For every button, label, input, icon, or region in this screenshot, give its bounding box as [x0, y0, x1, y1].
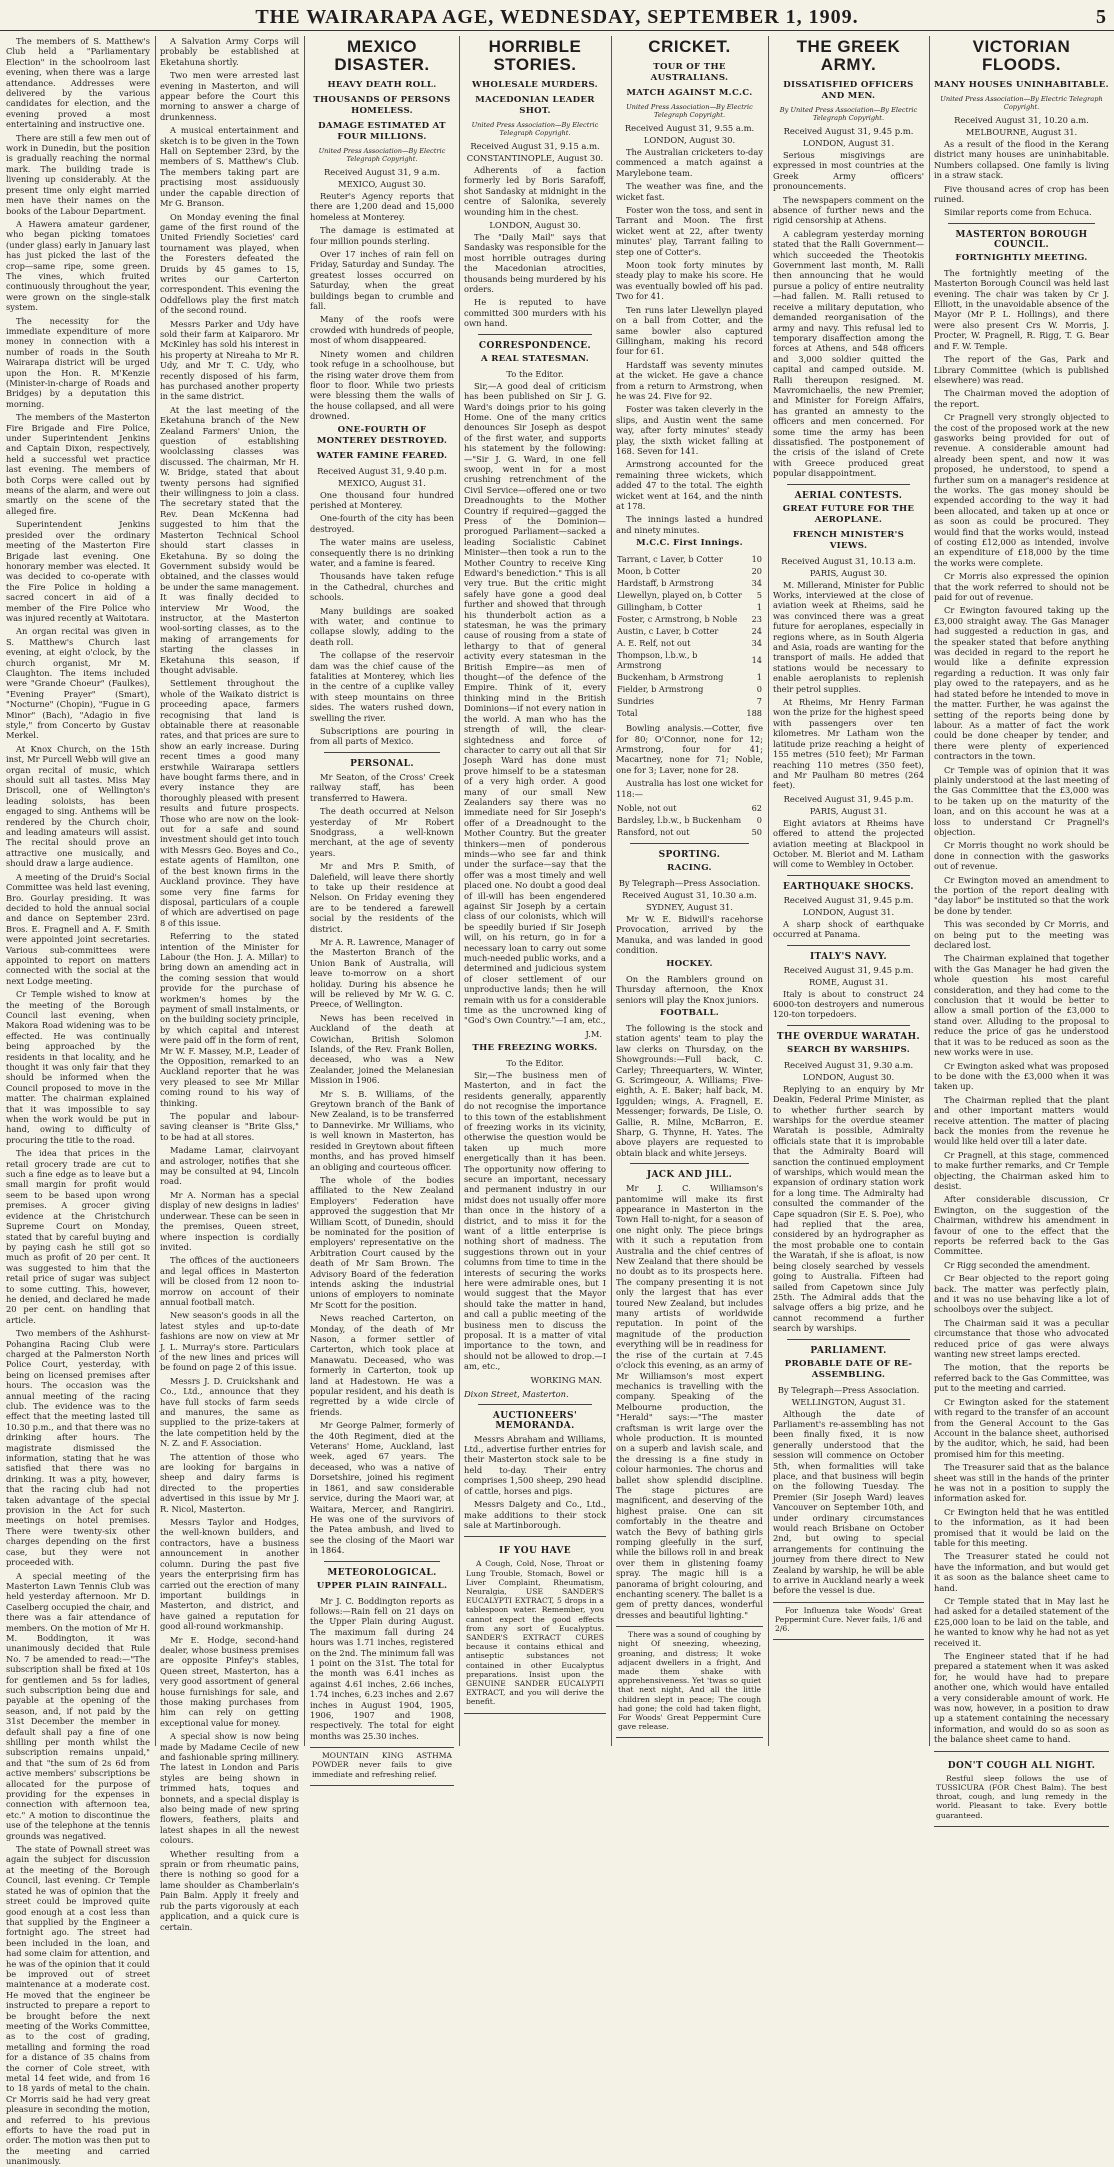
article-subhead: MANY HOUSES UNINHABITABLE.	[934, 80, 1109, 90]
score-row	[616, 826, 763, 838]
wire-credit: United Press Association—By Electric Telegraph Copyright.	[471, 121, 599, 137]
runs: 10	[751, 554, 762, 565]
paragraph: Cr Pragnell, at this stage, commenced to make further remarks, and Cr Temple objecting, the Chairman asked him to desist.	[934, 1149, 1109, 1191]
dateline: ROME, August 31.	[808, 976, 889, 987]
paragraph: Sir,—The business men of Masterton, and in fact the residents generally, apparently do not recognise the importance to this town of the establishment of freezing works in its vicinity, otherwise the question would be taken up much more energetically than it has been. The opportunity now offering to secure an important, necessary and permanent industry in our midst does not usually offer more than once in the history of a district, and to miss it for the want of a little enterprise is nothing short of madness. The suggestions thrown out in your columns from time to time in the interests of securing the works here were admirable ones, but I would suggest that the Mayor should take the matter in hand, and call a public meeting of the business men to discuss the proposal. It is a matter of vital importance to the town, and should not be allowed to drop.—I am, etc.,	[464, 1069, 606, 1372]
letter-title: THE FREEZING WORKS.	[472, 1042, 598, 1053]
article-body: The following is the stock and station agents' team to play the law clerks on Thursday, on the Showgrounds:—Full back, C. Carley; Threequarters, W. Winter, G. Scrimgeour, A. Williams; Five-eighth, A. E. Baker; half back, M. Iggulden; wings, A. Fragnell, E. Messenger; forwards, De Lisle, O. Gallie, R. Milne, McBarron, E. Sharp, G. Thynne, H. Yates. The above players are requested to obtain black and white jerseys.	[616, 1022, 763, 1158]
ad-text: Restful sleep follows the use of TUSSICURA (FOR Chest Balm). The best throat, cough, and lung remedy in the world. Pleasant to take. Every bottle guaranteed.	[936, 1773, 1107, 1820]
column-rule	[611, 36, 612, 1746]
paragraph: Mr E. Hodge, second-hand dealer, whose business premises are opposite Pinfey's stables, Queen street, Masterton, has a very good assortment of general house furnishings for sale, and those making purchases from him can rely on getting exceptional value for money.	[160, 1634, 299, 1728]
paragraph: Ninety women and children took refuge in a schoolhouse, but the rising water drove them from floor to floor. While two priests were blessing them the walls of the house collapsed, and all were drowned.	[310, 348, 454, 422]
runs: 50	[751, 827, 762, 838]
paragraph: Cr Ewington favoured taking up the £3,000 straight away. The Gas Manager had suggested a reduction in gas, and the speaker stated that before anything was decided in regard to the report he would like a definite expression regarding a reduction. It was only fair play owed to the ratepayers, and as he had stated before he intended to move in the matter. Further, he was against the setting of the reports being done by labour. As a matter of fact the work could be done cheaper by tender, and there were plenty of experienced contractors in the town.	[934, 605, 1109, 762]
dateline: MELBOURNE, August 31.	[965, 127, 1078, 137]
batsman: Hardstaff, b Armstrong	[617, 578, 714, 589]
batsman: Austin, c Laver, b Cotter	[617, 626, 719, 637]
paragraph: Mr A. R. Lawrence, Manager of the Masterton Branch of the Union Bank of Australia, will leave to-morrow on a short holiday. During his absence he will be relieved by Mr W. G. C. Preece, of Wellington.	[310, 936, 454, 1010]
article-subhead: FRENCH MINISTER'S VIEWS.	[792, 529, 905, 551]
column-5	[616, 36, 763, 1748]
article-body	[616, 147, 763, 535]
paragraph: New season's goods in all the latest styles and up-to-date fashions are now on view at Mr J. L. Murray's store. Particulars of the new lines and prices will be found on page 2 of this issue.	[160, 1310, 299, 1373]
paragraph: A musical entertainment and sketch is to be given in the Town Hall on September 23rd, by the members of S. Matthew's Club. The members taking part are practising most assiduously under the capable direction of Mr G. Branson.	[160, 125, 299, 209]
dateline: MEXICO, August 31.	[338, 477, 426, 488]
article-subhead: SEARCH BY WARSHIPS.	[786, 1044, 911, 1055]
wire-credit: By Telegraph—Press Association.	[618, 878, 761, 889]
article-subhead: RACING.	[667, 863, 712, 874]
column-2	[160, 36, 299, 1932]
runs: 188	[746, 708, 762, 719]
paragraph: At Knox Church, on the 15th inst, Mr Purcell Webb will give an organ recital of music, which should suit all tastes. Miss May Driscoll, one of Wellington's leading soloists, has been engaged to sing. Anthems will be rendered by the Church choir, and leading amateurs will assist. The recital should prove an attractive one musically, and should draw a large audience.	[6, 743, 150, 869]
article-body	[310, 490, 454, 747]
personal-notes	[310, 772, 454, 1556]
paragraph: A cablegram yesterday morning stated that the Ralli Government—which succeeded the Theotokis Government last month, M. Ralli then announcing that he would pursue a policy of entire neutrality—had fallen. M. Ralli retused to receive a military deputation, who demanded reorganisation of the army and navy. This refusal led to temporary disaffection among the forces at Athens, and 548 officers and 3,000 soldier quitted the capital and camped outside. M. Ralli thereupon resigned. M. Mavromichaelis, the new Premier, and Minister for Foreign Affairs, has granted an amnesty to the officers and men concerned. For some time the army has been dissatisfied. The postponement of the crisis of the island of Crete with Greece produced great popular disappointment.	[773, 228, 924, 479]
runs: 23	[751, 614, 762, 625]
paragraph: Serious misgivings are expressed in most countries at the Greek Army officers' pronouncements.	[773, 150, 924, 192]
paragraph: Mr Seaton, of the Cross' Creek railway staff, has been transferred to Hawera.	[310, 771, 454, 803]
ad-text: MOUNTAIN KING ASTHMA POWDER never fails to give immediate and refreshing relief.	[312, 1751, 452, 1779]
batsman: Fielder, b Armstrong	[617, 684, 704, 695]
score-row	[616, 601, 763, 613]
paragraph: The necessity for the immediate expenditure of more money in connection with a number of roads in the South Wairarapa district will be urged upon the Hon. R. M'Kenzie (Minister-in-charge of Roads and Bridges) by a deputation this morning.	[6, 315, 150, 409]
article-body	[934, 268, 1109, 1745]
section-heading: METEOROLOGICAL.	[327, 1567, 437, 1578]
score-row	[616, 683, 763, 695]
column-3	[310, 36, 454, 1779]
batsman: Sundries	[617, 696, 654, 707]
dateline: Received August 31, 9.55 a.m.	[624, 123, 755, 133]
wire-credit: United Press Association—By Electric Telegraph Copyright.	[626, 103, 753, 119]
runs: 0	[756, 815, 762, 826]
article-body	[464, 1434, 606, 1531]
article-subhead: FOOTBALL.	[659, 1007, 720, 1018]
paragraph: News reached Carterton, on Monday, of the death of Mr Nason, a former settler of Carterton, which took place at Manawatu. Deceased, who was formerly in Carterton, took up land at Hadestown. He was a popular resident, and his death is regretted by a wide circle of friends.	[310, 1313, 454, 1417]
score-row	[616, 671, 763, 683]
paragraph: A Salvation Army Corps will probably be established at Eketahuna shortly.	[160, 36, 299, 67]
dateline: LONDON, August 30.	[802, 1071, 895, 1082]
salutation: To the Editor.	[506, 368, 564, 379]
paragraph: Settlement throughout the whole of the Waikato district is proceeding apace, farmers recognising that land is obtainable there at reasonable rates, and that prices are sure to show an early increase. During recent times a good many erstwhile Wairarapa settlers have bought farms there, and in every instance they are thoroughly pleased with present results and future prospects. Those who are now on the look-out for a safe and sound investment should get into touch with Messrs Geo. Boyes and Co., estate agents of Hamilton, one of the best known firms in the Auckland province. They have some very fine farms for disposal, particulars of a couple of which are advertised on page 8 of this issue.	[160, 678, 299, 928]
column-4	[464, 36, 606, 1748]
runs: 34	[751, 638, 762, 649]
paragraph: M. Millerand, Minister for Public Works, interviewed at the close of aviation week at Rheims, said he was convinced there was a great future for aeroplanes, especially in regions where, as in South Algeria and Asia, roads are wanting for the transport of mails. He added that stations would be necessary to enable aeroplanists to replenish their petrol supplies.	[773, 579, 924, 694]
paragraph: Cr Ewington moved an amendment to the portion of the report dealing with "day labor" be instituted so that the work be done by tender.	[934, 874, 1109, 916]
dateline: SYDNEY, August 31.	[645, 902, 734, 913]
paragraph: Two members of the Ashhurst-Pohangina Racing Club were charged at the Palmerston North Police Court, yesterday, with being on licensed premises after hours. The occasion was the annual meeting of the racing club. The evidence was to the effect that the meeting lasted till 10.30 p.m., and that there was no drinking after hours. The magistrate dismissed the information, stating that he was satisfied that there was no drinking. It was a pity, however, that the racing club had not taken advantage of the special provision in the Act for such meetings on hotel premises. There were twenty-six other charges depending on the first case, but they were not proceeded with.	[6, 1328, 150, 1568]
paragraph: Cr Bear objected to the report going back. The matter was perfectly plain, and it was no use behaving like a lot of schoolboys over the subject.	[934, 1273, 1109, 1315]
paragraph: Foster won the toss, and sent in Tarrant and Moon. The first wicket went at 22, after twenty minutes' play, Tarrant failing to step one of Cotter's.	[616, 205, 763, 257]
paragraph: The whole of the bodies affiliated to the New Zealand Employers' Federation have approved the suggestion that Mr William Scott, of Dunedin, should be nominated for the position of employers' representative on the Arbitration Court caused by the death of Mr Sam Brown. The Advisory Board of the federation intends asking the industrial unions of employers to nominate Mr Scott for the position.	[310, 1174, 454, 1310]
wire-credit: United Press Association—By Electric Telegraph Copyright.	[318, 147, 446, 163]
article-body	[773, 580, 924, 791]
paragraph: A special meeting of the Masterton Lawn Tennis Club was held yesterday afternoon. Mr D. Caselberg occupied the chair, and there was a fair attendance of members. On the motion of Mr H. M. Boddington, it was unanimously decided that Rule No. 7 be amended to read:—"The subscription shall be fixed at 10s for gentlemen and 5s for ladies, such subscription being due and payable at the opening of the season, and, if not paid by the 31st December the member in default shall pay a fine of one shilling per month whilst the subscription remains unpaid," and that "the sum of 2s 6d from active members' subscriptions be allocated for the purpose of providing for the expenses in connection with afternoon tea, etc." A motion to discontinue the use of the telephone at the tennis grounds was negatived.	[6, 1570, 150, 1841]
paragraph: The Treasurer stated he could not have the information, and but would get it as soon as the balance sheet came to hand.	[934, 1551, 1109, 1593]
paragraph: An organ recital was given in S. Matthew's Church last evening, at eight o'clock, by the church organist, Mr M. Claughton. The items included were "Grande Choeur" (Faulkes), "Evening Prayer" (Smart), "Nocturne" (Chopin), "Fugue in G Minor" (Bach), "Adagio in five style," from Concerto by Gustav Merkel.	[6, 626, 150, 741]
letter-signature: J.M.	[585, 1028, 602, 1039]
section-heading: MASTERTON BOROUGH COUNCIL.	[955, 229, 1088, 250]
article-headline: HORRIBLE STORIES.	[488, 37, 582, 74]
batsman: Bardsley, l.b.w., b Buckenham	[617, 815, 742, 826]
paragraph: The report of the Gas, Park and Library Committee (which is published elsewhere) was read.	[934, 354, 1109, 385]
paragraph: Over 17 inches of rain fell on Friday, Saturday and Sunday. The greatest losses occurred on Saturday, when the great buildings began to crumble and fall.	[310, 249, 454, 312]
dateline: Received August 31, 9.45 p.m.	[783, 126, 914, 136]
batsman: A. E. Relf, not out	[617, 638, 691, 649]
dateline: Received August 31, 10.30 a.m.	[622, 890, 757, 901]
paragraph: This was seconded by Cr Morris, and on being put to the meeting was declared lost.	[934, 919, 1109, 951]
score-row	[616, 625, 763, 637]
paragraph: There are still a few men out of work in Dunedin, but the position is gradually reaching the normal mark. The building trade is livening up considerably. At the present time only eight married men have their names on the books of the Labour Department.	[6, 132, 150, 216]
ad-text: For Influenza take Woods' Great Peppermint Cure. Never fails, 1/6 and 2/6.	[775, 1605, 922, 1634]
article-body	[310, 1596, 454, 1742]
ad-heading: DON'T COUGH ALL NIGHT.	[947, 1760, 1096, 1771]
paragraph: The weather was fine, and the wicket fast.	[616, 181, 763, 202]
ad-heading: IF YOU HAVE	[498, 1546, 572, 1557]
paragraph: A Hawera amateur gardener, who began picking tomatoes (under glass) early in January last has just picked the last of the crop—same ripe, some green. The vines, which fruited continuously throughout the year, were grown on the single-stalk system.	[6, 218, 150, 313]
column-rule	[155, 36, 156, 1746]
paragraph: Whether resulting from a sprain or from rheumatic pains, there is nothing so good for a lame shoulder as Chamberlain's Pain Balm. Apply it freely and rub the parts vigorously at each application, and a quick cure is certain.	[160, 1848, 299, 1932]
advertisement	[310, 1747, 454, 1786]
paragraph: The innings lasted a hundred and ninety minutes.	[616, 514, 763, 535]
batsman: Moon, b Cotter	[617, 566, 681, 577]
paragraph: Mr J. C. Williamson's pantomime will make its first appearance in Masterton in the Town Hall to-night, for a season of one night only. The piece brings with it such a reputation from Australia and the chief centres of New Zealand that there should be no doubt as to its prospects here. The company presenting it is not only the largest that has ever toured New Zealand, but includes many artists of worldwide reputation. In point of the magnitude of the production everything will be in readiness for the rise of the curtain at 7.45 o'clock this evening, as an army of Mr Williamson's most expert mechanics is travelling with the company. Speaking of the Melbourne production, the "Herald" says:—"The master craftsman is writ large over the whole production. It is mounted on a superb and lavish scale, and the dressing is a fine study in colour harmonies. The chorus and ballet show splendid discipline. The stage pictures are magnificent, and deserving of the highest praise. One can sit comfortably in the theatre and watch the Bevy of bathing girls romping gleefully in the surf, while the billows roll in and break over them in glistening foamy spray. The magic hill is a panorama of bright colouring, and enchanting scenery. The ballet is a gem of pretty dances, wonderful dresses and beautiful lighting."	[616, 1183, 763, 1620]
letter-address: Dixon Street, Masterton.	[464, 1388, 569, 1399]
scorecard-title: M.C.C. First Innings.	[636, 538, 743, 549]
paragraph: Reuter's Agency reports that there are 1,200 dead and 15,000 homeless at Monterey.	[310, 191, 454, 222]
paragraph: News has been received in Auckland of the death at Cowichan, British Solomon Islands, of the Rev. Frank Bollen, deceased, who was a New Zealander, joined the Melanesian Mission in 1906.	[310, 1012, 454, 1086]
salutation: To the Editor.	[506, 1057, 564, 1068]
column-rule	[459, 36, 460, 1746]
paragraph: Referring to the stated intention of the Minister for Labour (the Hon. J. A. Millar) to bring down an amending act in the coming session that would provide for the purchase of workmen's homes by the payment of small instalments, or on the building society principle, by which capital and interest were paid off in the form of rent, Mr W. F. Massey, M.P., Leader of the Opposition, remarked to an Auckland reporter that he was very pleased to see Mr Millar coming round to his way of thinking.	[160, 931, 299, 1108]
article-subhead: THOUSANDS OF PERSONS HOMELESS.	[313, 95, 451, 116]
dateline: Received August 31, 9.30 a.m.	[783, 1059, 914, 1070]
column-7	[934, 36, 1109, 1820]
paragraph: At the last meeting of the Eketahuna branch of the New Zealand Farmers' Union, the question of establishing woolclassing classes was discussed. The chairman, Mr H. W. Bridge, stated that about twenty persons had signified their willingness to join a class. The secretary stated that the Rev. Dean McKenna had suggested to him that the Masterton Technical School should start classes in Eketahuna. By so doing the Government subsidy would be obtained, and the classes would be under the same management. It was finally decided to interview Mr Wood, the instructor, at the Masterton wool-sorting classes, as to the making of arrangements for starting the classes in Eketahuna this season, if thought advisable.	[160, 404, 299, 675]
runs: 5	[756, 590, 762, 601]
section-heading: THE OVERDUE WARATAH.	[776, 1031, 921, 1042]
advertisement	[464, 1536, 606, 1713]
paragraph: Messrs Abraham and Williams, Ltd., advertise further entries for their Masterton stock sale to be held to-day. Their entry comprises 1,500 sheep, 290 head of cattle, horses and pigs.	[464, 1433, 606, 1496]
section-heading: PERSONAL.	[350, 758, 414, 769]
paragraph: The state of Pownall street was again the subject for discussion at the meeting of the Borough Council, last evening. Cr Temple stated he was of opinion that the street could be improved quite good enough at a cost less than that supplied by the Engineer a fortnight ago. The street had been included in the loan, and had some claim for attention, and he was of the opinion that it could be improved out of street maintenance at a moderate cost. He moved that the engineer be instructed to prepare a report to be brought before the next meeting of the Works Committee, as to the cost of grading, metalling and forming the road for a distance of 35 chains from the corner of Cole street, with metal 14 feet wide, and from 16 to 18 yards of metal to the chain. Cr Morris said he had very great pleasure in seconding the motion, and referred to his previous efforts to have the road put in order. The motion was then put to the meeting and carried unanimously.	[6, 1844, 150, 2167]
column-rule	[304, 36, 305, 1746]
paragraph: He is reputed to have committed 300 murders with his own hand.	[464, 297, 606, 329]
paragraph: The Engineer stated that if he had prepared a statement when it was asked for, he would have had to prepare another one, which would have entailed a very considerable amount of work. He was now, however, in a position to draw up a statement containing the necessary information, and would do so as soon as the balance sheet came to hand.	[934, 1651, 1109, 1745]
paragraph: Many of the roofs were crowded with hundreds of people, most of whom disappeared.	[310, 314, 454, 346]
paragraph: The Chairman replied that the plant and other important matters would receive attention. The matter of placing back the monies from the revenue he would like held over till a later date.	[934, 1094, 1109, 1147]
batsman: Foster, c Armstrong, b Noble	[617, 614, 738, 625]
letter-body	[464, 1070, 606, 1372]
paragraph: The Chairman explained that together with the Gas Manager he had given the whole question his most careful consideration, and they had come to the conclusion that it would be better to allow a small portion of the £3,000 to stand over. Alluding to the proposal to reduce the price of gas he understood that it was to be reduced as soon as the new works were in use.	[934, 953, 1109, 1058]
paragraph: The Chairman said it was a peculiar circumstance that those who advocated reduced price of gas were always wanting new street lamps erected.	[934, 1317, 1109, 1360]
article-body	[310, 191, 454, 422]
score-row	[616, 707, 763, 719]
paragraph: The offices of the auctioneers and legal offices in Masterton will be closed from 12 noon to-morrow on account of their annual football match.	[160, 1255, 299, 1307]
paragraph: Hardstaff was seventy minutes at the wicket. He gave a chance from a return to Armstrong, when he was 24. Five for 92.	[616, 359, 763, 401]
scorecard	[616, 553, 763, 719]
paragraph: One thousand four hundred perished at Monterey.	[310, 489, 454, 510]
runs: 34	[751, 578, 762, 589]
advertisement	[934, 1751, 1109, 1827]
paragraph: On Monday evening the final game of the first round of the United Friendly Societies' card tournament was played, when the Foresters defeated the Druids by 45 games to 15, writes our Carterton correspondent. This evening the Oddfellows play the first match of the second round.	[160, 211, 299, 316]
paragraph: The newspapers comment on the absence of further news and the rigid censorship at Athens.	[773, 194, 924, 226]
paragraph: Cr Temple was of opinion that it was plainly understood at the last meeting of the Gas Committee that the £3,000 was to be taken up on the maturity of the loan, and on this account he was at a loss to understand Cr Pragnell's objection.	[934, 764, 1109, 837]
runs: 62	[751, 803, 762, 814]
paragraph: The fortnightly meeting of the Masterton Borough Council was held last evening. The chair was taken by Cr J. Elliott, in the unavoidable absence of the Mayor (Mr P. L. Hollings), and there were also present Crs W. Morris, J. Procter, W. Pragnell, R. Rigg, T. G. Bear and F. W. Temple.	[934, 267, 1109, 351]
paragraph: Cr Temple stated that in May last he had asked for a detailed statement of the £25,000 loan to be laid on the table, and he wanted to know why he had not as yet received it.	[934, 1596, 1109, 1648]
paragraph: Cr Morris thought no work should be done in connection with the gasworks out of revenue.	[934, 840, 1109, 872]
paragraph: A meeting of the Druid's Social Committee was held last evening, Bro. Gourlay presiding. It was decided to hold the annual social and dance on September 23rd. Bros. E. Fragnell and A. F. Smith were appointed joint secretaries. Various sub-committees were appointed to report on matters connected with the social at the next Lodge meeting.	[6, 871, 150, 986]
column-1	[6, 36, 150, 2167]
paragraph: Mr S. B. Williams, of the Greytown branch of the Bank of New Zealand, is to be transferred to Dannevirke. Mr Williams, who is well known in Masterton, has resided in Greytown about fifteen months, and has proved himself an obliging and courteous officer.	[310, 1088, 454, 1172]
paragraph: The popular and labour-saving cleanser is "Brite Glss," to be had at all stores.	[160, 1111, 299, 1142]
dateline: Received August 31, 10.13 a.m.	[781, 555, 916, 566]
paragraph: Mr and Mrs P. Smith, of Dalefield, will leave there shortly to take up their residence at Nelson. On Friday evening they are to be tendered a farewell social by the residents of the district.	[310, 861, 454, 934]
paragraph: Messrs J. D. Cruickshank and Co., Ltd., announce that they have full stocks of farm seeds and manures, the same as supplied to the prize-takers at the late competition held by the N. Z. and F. Association.	[160, 1375, 299, 1449]
article-body: Australia has lost one wicket for 118:—	[616, 778, 763, 799]
runs: 24	[751, 626, 762, 637]
dateline: Received August 31, 9.45 p.m.	[783, 894, 914, 905]
article-body: Italy is about to construct 24 6000-ton destroyers and numerous 120-ton torpedoers.	[773, 988, 924, 1020]
section-heading: JACK AND JILL.	[646, 1170, 733, 1181]
article-subhead: GREAT FUTURE FOR THE AEROPLANE.	[782, 503, 915, 525]
paragraph: Subscriptions are pouring in from all parts of Mexico.	[310, 726, 454, 747]
section-heading: CORRESPONDENCE.	[478, 340, 592, 351]
article-body: Although the date of Parliament's re-assembling has not been finally fixed, it is now generally understood that the session will commence on October 5th, when formalities will take place, and that business will begin on the following Tuesday. The Premier (Sir Joseph Ward) leaves Vancouver on September 10th, and under ordinary circumstances would reach Brisbane on October 2nd, but owing to special arrangements for continuing the journey from there direct to New Zealand by warship, he will be able to arrive in Auckland nearly a week before the vessel is due.	[773, 1408, 924, 1596]
section-heading: PARLIAMENT.	[810, 1345, 887, 1356]
batsman: Ransford, not out	[617, 827, 690, 838]
article-subhead: ONE-FOURTH OF MONTEREY DESTROYED.	[316, 424, 448, 446]
runs: 7	[756, 696, 762, 707]
dateline: Received August 31, 9.15 a.m.	[470, 141, 600, 151]
letter-body	[464, 381, 606, 1026]
paragraph: Adherents of a faction formerly led by Boris Sarafoff, shot Sandasky at midnight in the centre of Salonika, severely wounding him in the chest.	[464, 165, 606, 217]
score-row	[616, 637, 763, 649]
dateline: LONDON, August 30.	[489, 220, 581, 231]
paragraph: Armstrong accounted for the remaining three wickets, which added 47 to the total. The eighth wicket went at 164, and the ninth at 178.	[616, 459, 763, 511]
score-row	[616, 802, 763, 814]
paragraph: Cr Ewington asked for the statement with regard to the transfer of an account from the General Account to the Gas Account in the balance sheet, authorised by the auditor, which, he said, had been promised him for this meeting.	[934, 1396, 1109, 1459]
runs: 20	[751, 566, 762, 577]
article-subhead: WHOLESALE MURDERS.	[472, 80, 598, 90]
letter-title: A REAL STATESMAN.	[480, 353, 590, 364]
article-body	[464, 232, 606, 329]
dateline: PARIS, August 30.	[809, 567, 888, 578]
batsman: Total	[617, 708, 638, 719]
paragraph: Cr Ewington held that he was entitled to the information, as it had been promised that it would be laid on the table for this meeting.	[934, 1506, 1109, 1548]
dateline: Received August 31, 9.45 p.m.	[783, 793, 914, 804]
paragraph: Messrs Dalgety and Co., Ltd., make additions to their stock sale at Martinborough.	[464, 1499, 606, 1530]
ad-text: A Cough, Cold, Nose, Throat or Lung Trouble, Stomach, Bowel or Liver Complaint, Rheumatism, Neuralgia, USE SANDER'S EUCALYPTI EXTRACT, 5 drops in a tablespoon water. Remember, you cannot expect the good effects from any sort of Eucalyptus. SANDER'S EXTRACT CURES because it contains ethical and antiseptic substances not contained in other Eucalyptus preparations. Insist upon the GENUINE SANDER EUCALYPTI EXTRACT, and you will derive the benefit.	[466, 1559, 604, 1707]
article-subhead: HEAVY DEATH ROLL.	[327, 80, 437, 90]
score-row	[616, 814, 763, 826]
section-heading: ITALY'S NAVY.	[809, 951, 888, 962]
article-subhead: DAMAGE ESTIMATED AT FOUR MILLIONS.	[318, 121, 446, 142]
article-subhead: WATER FAMINE FEARED.	[316, 450, 448, 461]
dateline: WELLINGTON, August 31.	[791, 1396, 906, 1407]
page-number: 5	[1096, 6, 1106, 28]
batsman: Gillingham, b Cotter	[617, 602, 703, 613]
article-subhead: DISSATISFIED OFFICERS AND MEN.	[783, 80, 914, 101]
batsman: Buckenham, b Armstrong	[617, 672, 724, 683]
paragraph: Messrs Taylor and Hodges, the well-known builders, and contractors, have a business announcement in another column. During the past five years the enterprising firm has carried out the erection of many important buildings in Masterton, and district, and have gained a reputation for good all-round workmanship.	[160, 1517, 299, 1632]
batsman: Thompson, l.b.w., b Armstrong	[617, 650, 698, 671]
article-headline: MEXICO DISASTER.	[334, 37, 430, 74]
paragraph: The "Daily Mail" says that Sandasky was responsible for the most horrible outrages during the Macedonian atrocities, thousands being murdered by his orders.	[464, 232, 606, 295]
article-body: Mr W. E. Bidwill's racehorse Provocation, arrived by the Manuka, and was landed in good condition.	[616, 914, 763, 956]
scorecard	[616, 802, 763, 838]
article-headline: CRICKET.	[648, 37, 731, 56]
runs: 1	[756, 602, 762, 613]
article-body	[616, 1183, 763, 1620]
dateline: Received August 31, 9 a.m.	[323, 167, 441, 177]
paragraph: The motion, that the reports be referred back to the Gas Committee, was put to the meeting and carried.	[934, 1362, 1109, 1394]
paragraph: Cr Ewington asked what was proposed to be done with the £3,000 when it was taken up.	[934, 1060, 1109, 1092]
paragraph: The Treasurer said that as the balance sheet was still in the hands of the printer he was not in a position to supply the information asked for.	[934, 1462, 1109, 1504]
paragraph: Messrs Parker and Udy have sold their farm at Kaiparoro. Mr McKinley has sold his interest in his property at Nireaha to Mr R. Udy, and Mr T. C. Udy, who recently disposed of his farm, has purchased another property in the same district.	[160, 318, 299, 402]
paragraph: Mr J. C. Boddington reports as follows:—Rain fell on 21 days on the Upper Plain during August. The maximum fall during 24 hours was 1.71 inches, registered on the 2nd. The minimum fall was 1 point on the 31st. The total for the month was 6.41 inches as against 4.61 inches, 2.66 inches, 1.74 inches, 6.23 inches and 2.67 inches in August 1904, 1905, 1906, 1907 and 1908, respectively. The total for eight months was 25.30 inches.	[310, 1595, 454, 1741]
paragraph: Thousands have taken refuge in the Cathedral, churches and schools.	[310, 571, 454, 603]
dateline: LONDON, August 31.	[802, 906, 895, 917]
section-heading: AERIAL CONTESTS.	[794, 490, 903, 501]
paragraph: The idea that prices in the retail grocery trade are cut to such a fine edge as to leave but a small margin for profit would seem to be based upon wrong premises. A grocer giving evidence at the Christchurch Supreme Court on Monday, stated that by careful buying and by paying cash he still got so much as profit of 20 per cent. It was suggested to him that the retail price of sugar was subject to some cutting. This, however, he denied, and declared he made 20 per cent. on handling that article.	[6, 1148, 150, 1325]
paragraph: The members of S. Matthew's Club held a "Parliamentary Election" in the schoolroom last evening, when there was a large attendance. Addresses were delivered by the various candidates for election, and the evening proved a most entertaining and instructive one.	[6, 36, 150, 130]
dateline: LONDON, August 31.	[802, 138, 895, 148]
article-subhead: PROBABLE DATE OF RE-ASSEMBLING.	[784, 1358, 913, 1380]
letter-signature: WORKING MAN.	[530, 1374, 602, 1385]
local-news-2	[160, 36, 299, 1932]
article-subhead: FORTNIGHTLY MEETING.	[955, 252, 1088, 263]
paragraph: Cr Rigg seconded the amendment.	[944, 1259, 1091, 1270]
advertisement	[773, 1602, 924, 1641]
column-rule	[929, 36, 930, 1746]
paragraph: Ten runs later Llewellyn played on a ball from Cotter, and the same bowler also captured Gillingham, making his record four for 61.	[616, 304, 763, 357]
wire-credit: By Telegraph—Press Association.	[777, 1384, 920, 1395]
bowling-analysis: Bowling analysis.—Cotter, five for 80; O'Connor, none for 12; Armstrong, four for 41; Macartney, none for 71; Noble, one for 3; Laver, none for 28.	[616, 723, 763, 775]
paragraph: Moon took forty minutes by steady play to make his score. He was eventually bowled off his pad. Two for 41.	[616, 260, 763, 302]
paragraph: The Chairman moved the adoption of the report.	[934, 388, 1109, 409]
score-row	[616, 553, 763, 565]
article-body: A sharp shock of earthquake occurred at Panama.	[773, 918, 924, 940]
paragraph: Similar reports come from Echuca.	[944, 207, 1092, 218]
masthead	[0, 0, 1114, 31]
paragraph: As a result of the flood in the Kerang district many houses are uninhabitable. Numbers collapsed. One family is living in a straw stack.	[934, 139, 1109, 181]
dateline: LONDON, August 30.	[643, 135, 736, 145]
paragraph: The death occurred at Nelson yesterday of Mr Robert Snodgrass, a well-known merchant, at the age of seventy years.	[310, 806, 454, 858]
article-body: Eight aviators at Rheims have offered to attend the projected aviation meeting at Blackpool in October. M. Bleriot and M. Latham will come to Wembley in October.	[773, 817, 924, 870]
paragraph: The Australian cricketers to-day commenced a match against a Marylebone team.	[616, 147, 763, 178]
dateline: PARIS, August 31.	[809, 805, 888, 816]
score-row	[616, 695, 763, 707]
paragraph: The water mains are useless, consequently there is no drinking water, and a famine is feared.	[310, 537, 454, 568]
local-news	[6, 36, 150, 2167]
paragraph: At Rheims, Mr Henry Farman won the prize for the highest speed with passengers over ten kilometres. Mr Latham won the latitude prize reaching a height of 155 metres (510 feet); Mr Farman reaching 110 metres (350 feet), and Mr Paulham 80 metres (264 feet).	[773, 697, 924, 791]
paragraph: Two men were arrested last evening in Masterton, and will appear before the Court this morning to answer a charge of drunkenness.	[160, 70, 299, 122]
article-subhead: TOUR OF THE AUSTRALIANS.	[650, 62, 729, 83]
column-6	[773, 36, 924, 1748]
paragraph: Cr Morris also expressed the opinion that the work referred to should not be paid for out of revenue.	[934, 571, 1109, 603]
score-row	[616, 613, 763, 625]
paragraph: Five thousand acres of crop has been ruined.	[934, 183, 1109, 205]
paragraph: After considerable discussion, Cr Ewington, on the suggestion of the Chairman, withdrew his amendment in favour of one to the effect that the reports be referred back to the Gas Committee.	[934, 1194, 1109, 1257]
advertisement	[616, 1626, 763, 1738]
score-row	[616, 577, 763, 589]
batsman: Noble, not out	[617, 803, 677, 814]
paragraph: Superintendent Jenkins presided over the ordinary meeting of the Masterton Fire Brigade last evening. One honorary member was elected. It was decided to co-operate with the Fire Police in holding a sacred concert in aid of a member of the Fire Police who was injured recently at Waitotara.	[6, 519, 150, 623]
paragraph: Mr A. Norman has a special display of new designs in ladies' underwear. These can be seen in the premises, Queen street, where inspection is cordially invited.	[160, 1189, 299, 1252]
score-row	[616, 589, 763, 601]
paragraph: A special show is now being made by Madame Cecile of new and fashionable spring millinery. The latest in London and Paris styles are being shown in trimmed hats, toques and bonnets, and a special display is also being made of new spring flowers, feathers, plaits and latest shapes in all the newest colours.	[160, 1731, 299, 1846]
dateline: CONSTANTINOPLE, August 30.	[466, 153, 604, 163]
column-rule	[768, 36, 769, 1746]
wire-credit: United Press Association—By Electric Telegraph Copyright.	[940, 95, 1103, 111]
score-row	[616, 649, 763, 671]
batsman: Tarrant, c Laver, b Cotter	[617, 554, 723, 565]
article-body	[934, 139, 1109, 218]
score-row	[616, 565, 763, 577]
section-heading: SPORTING.	[658, 850, 721, 861]
article-subhead: HOCKEY.	[666, 958, 713, 969]
dateline: Received August 31, 9.40 p.m.	[317, 465, 447, 476]
paragraph: The damage is estimated at four million pounds sterling.	[310, 225, 454, 246]
article-headline: VICTORIAN FLOODS.	[972, 37, 1071, 74]
paragraph: Sir,—A good deal of criticism has been published on Sir J. G. Ward's doings prior to his going Home. One of the many critics denounces Sir Joseph as despot of the first water, and supports his statement by the following:—"Sir J. G. Ward, in one fell swoop, went in for a most crushing retrenchment of the Civil Service—offered one or two Dreadnoughts to the Mother Country if required—gagged the Press of the Dominion—prorogued Parliament—sacked a leading Socialistic Cabinet Minister—then took a run to the Mother Country to receive King Edward's benediction." This is all very true. But the critic might safely have gone a good deal further and showed that through his thunderbolt action as a statesman, he was the primary cause of rousing from a state of lethargy to that of general activity every statesman in the British Empire—as men of thought—of the defence of the Empire. Think of it, every thinking mind in the British Dominions—if not every nation in the world. A man who has the strength of will, the clear-sightedness and force of character to carry out all that Sir Joseph Ward has done must prove himself to be a statesman of a very high order. A good many of our small New Zealanders say there was no immediate need for Sir Joseph's offer of a Dreadnought to the Mother Country. But the greater thinkers—men of ponderous minds—who see far and think under the surface—say that the offer was a most timely and well placed one. No doubt a good deal of ill-will has been engendered against Sir Joseph by a certain class of our colonists, which will be speedily buried if Sir Joseph will, on his return, go in for a necessary loan to carry out some much-needed public works, and a determined and judicious system of closer settlement of our unproductive lands; then he will remain with us for a considerable time as the uncrowned king of "God's Own Country."—I am, etc.,	[464, 380, 606, 1026]
runs: 0	[756, 684, 762, 695]
article-subhead: MATCH AGAINST M.C.C.	[626, 88, 753, 98]
runs: 14	[751, 655, 762, 666]
article-headline: THE GREEK ARMY.	[796, 37, 901, 74]
paragraph: The collapse of the reservoir dam was the chief cause of the fatalities at Monterey, which lies in the centre of a cuplike valley with steep mountains on three sides. The waters rushed down, swelling the river.	[310, 650, 454, 723]
paragraph: The attention of those who are looking for bargains in sheep and dairy farms is directed to the properties advertised in this issue by Mr J. R. Nicol, Masterton.	[160, 1451, 299, 1514]
paragraph: Many buildings are soaked with water, and continue to collapse slowly, adding to the death roll.	[310, 605, 454, 647]
wire-credit: By United Press Association—By Electric Telegraph Copyright.	[779, 106, 918, 122]
runs: 1	[756, 672, 762, 683]
article-body: On the Ramblers ground on Thursday afternoon, the Knox seniors will play the Knox juniors.	[616, 973, 763, 1005]
batsman: Llewellyn, played on, b Cotter	[617, 590, 742, 601]
ad-text: There was a sound of coughing by night Of sneezing, wheezing, groaning, and distress; It woke adjacent dwellers in a fright, And made them shake with apprehensiveness. Yet 'twas so quiet that next night, And all the little children slept in peace; The cough had gone; the cold had taken flight, For Woods' Great Peppermint Cure gave release.	[618, 1630, 761, 1732]
article-body	[773, 150, 924, 479]
paragraph: Cr Pragnell very strongly objected to the cost of the proposed work at the new gasworks being provided for out of revenue. A considerable amount had already been spent, and now it was proposed, he understood, to spend a further sum on a manager's residence at the works. The gas money should be expended according to the way it had been allocated, and taken up at once or as soon as could be procured. They would find that the works would, instead of costing £12,000 as intended, involve an expenditure of £18,000 by the time the works were complete.	[934, 412, 1109, 568]
section-heading: EARTHQUAKE SHOCKS.	[783, 881, 914, 892]
article-subhead: MACEDONIAN LEADER SHOT.	[475, 95, 595, 116]
paragraph: Cr Temple wished to know at the meeting of the Borough Council last evening, when Makora Road widening was to be effected. He was continually being approached by the residents in that locality, and he thought it was only fair that they should be informed when the Council proposed to move in the matter. The chairman explained that it was impossible to say when the work would be put in hand, owing to difficulty of procuring the title to the road.	[6, 989, 150, 1145]
article-body: Replying to an enquiry by Mr Deakin, Federal Prime Minister, as to whether further search by warships for the overdue steamer Waratah is possible, Admiralty officials state that it is improbable that the Admiralty Board will sanction the continued employment of warships, which would mean the expansion of ordinary station work for a long time. The Admiralty had consulted the commander of the Cape squadron (Sir E. S. Poe), who had replied that the area, considered by an hydrographer as the most probable one to contain the Waratah, if she is afloat, is now being closely searched by vessels going to Australia. Fifteen had sailed from Capetown since July 25th. The Admiral adds that the salvage offers a big prize, and he cannot recommend a further search by warships.	[773, 1083, 924, 1334]
paragraph: Mr George Palmer, formerly of the 40th Regiment, died at the Veterans' Home, Auckland, last week, aged 67 years. The deceased, who was a native of Dorsetshire, joined his regiment in 1861, and saw considerable service, during the Maori war, at Waitara, Mercer, and Rangiriri. He was one of the survivors of the Patea ambush, and lived to see the closing of the Maori war in 1864.	[310, 1420, 454, 1556]
dateline: Received August 31, 9.45 p.m.	[783, 964, 914, 975]
newspaper-title: THE WAIRARAPA AGE, WEDNESDAY, SEPTEMBER 1, 1909.	[255, 6, 859, 28]
paragraph: Madame Lamar, clairvoyant and astrologer, notifies that she may be consulted at 94, Lincoln road.	[160, 1145, 299, 1187]
paragraph: One-fourth of the city has been destroyed.	[310, 513, 454, 534]
article-body	[464, 165, 606, 217]
paragraph: The members of the Masterton Fire Brigade and Fire Police, under Superintendent Jenkins and Captain Dixon, respectively, held a successful wet practice last evening. The members of both Corps were called out by means of the alarm, and were out smartly on the scene of the alleged fire.	[6, 412, 150, 516]
dateline: Received August 31, 10.20 a.m.	[954, 115, 1089, 125]
section-heading: AUCTIONEERS' MEMORANDA.	[492, 1410, 578, 1431]
paragraph: Foster was taken cleverly in the slips, and Austin went the same way, after forty minutes' steady play, the sixth wicket falling at 168. Seven for 141.	[616, 404, 763, 456]
article-subhead: UPPER PLAIN RAINFALL.	[316, 1580, 448, 1591]
dateline: MEXICO, August 30.	[338, 179, 426, 189]
